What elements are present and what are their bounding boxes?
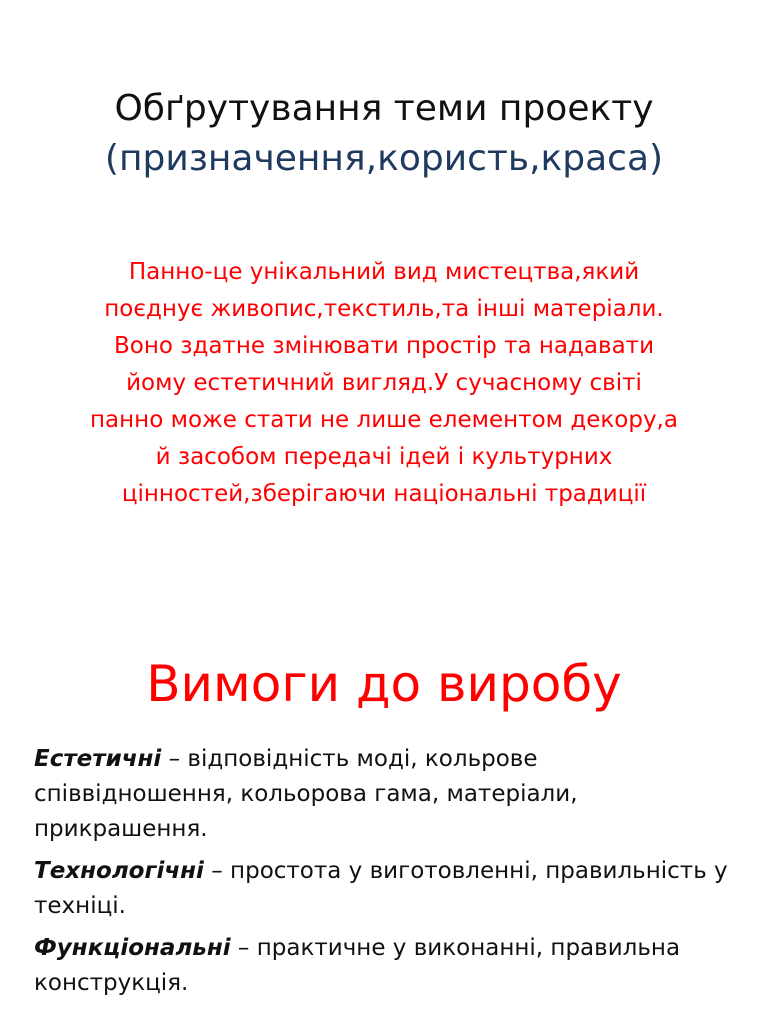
slide-title bbox=[0, 84, 768, 184]
title-text: Обґрутування теми проекту bbox=[114, 88, 654, 129]
subtitle-text: (призначення,користь,краса) bbox=[104, 138, 664, 179]
intro-line: Панно-це унікальний вид мистецтва,який bbox=[128, 259, 640, 285]
requirement-line bbox=[34, 742, 754, 777]
intro-paragraph bbox=[40, 254, 728, 513]
intro-line: Воно здатне змінювати простір та надавати bbox=[113, 333, 655, 359]
requirement-line: прикрашення. bbox=[34, 816, 208, 842]
intro-line: панно може стати не лише елементом декору,а bbox=[90, 407, 678, 433]
requirement-term: Естетичні bbox=[34, 746, 162, 772]
intro-line: поєднує живопис,текстиль,та інші матеріали. bbox=[104, 296, 664, 322]
intro-line: й засобом передачі ідей і культурних bbox=[155, 444, 613, 470]
requirement-technological bbox=[34, 854, 754, 924]
requirement-line bbox=[34, 931, 754, 966]
requirement-text: – простота у виготовленні, правильність у bbox=[203, 858, 728, 884]
intro-line: цінностей,зберігаючи національні традиції bbox=[121, 481, 647, 507]
requirement-term: Технологічні bbox=[34, 858, 204, 884]
requirement-functional bbox=[34, 931, 754, 1001]
requirement-line: співвідношення, кольорова гама, матеріали, bbox=[34, 781, 578, 807]
slide-product-requirements bbox=[0, 612, 768, 1024]
requirement-line: техніці. bbox=[34, 893, 126, 919]
requirement-line: конструкція. bbox=[34, 970, 189, 996]
intro-line: йому естетичний вигляд.У сучасному світі bbox=[126, 370, 642, 396]
requirement-text: – відповідність моді, кольрове bbox=[161, 746, 538, 772]
requirements-heading: Вимоги до виробу bbox=[146, 655, 622, 713]
requirement-term: Функціональні bbox=[34, 935, 231, 961]
requirement-text: – практичне у виконанні, правильна bbox=[230, 935, 681, 961]
requirement-line bbox=[34, 854, 754, 889]
requirement-aesthetic bbox=[34, 742, 754, 847]
requirements-list bbox=[34, 742, 754, 1008]
